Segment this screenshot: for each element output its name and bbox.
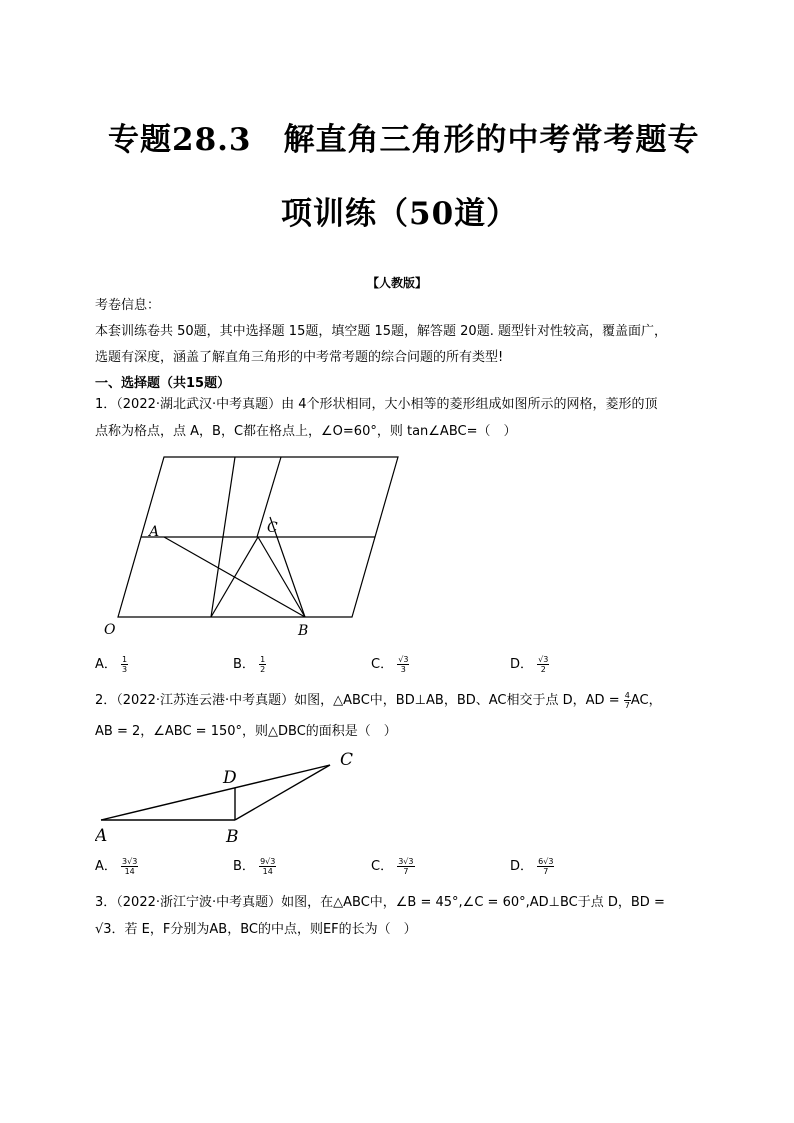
q2-text-line1 bbox=[95, 689, 662, 710]
q2-option-a-denominator: 14 bbox=[124, 867, 135, 876]
q1-option-d-letter: D． bbox=[510, 657, 534, 672]
page-title-line2: 项训练（50道） bbox=[281, 196, 519, 232]
q2-option-a-fraction bbox=[121, 857, 138, 876]
q1-option-b-fraction bbox=[259, 655, 266, 674]
q2-option-a[interactable] bbox=[95, 855, 138, 876]
q1-option-a-letter: A． bbox=[95, 657, 117, 672]
q3-text-line2: √3．若 E，F分别为AB，BC的中点，则EF的长为（ ） bbox=[95, 922, 417, 937]
q1-option-d-denominator: 2 bbox=[540, 665, 546, 674]
q2-option-b-fraction bbox=[259, 857, 276, 876]
q2-text-line2: AB = 2，∠ABC = 150°，则△DBC的面积是（ ） bbox=[95, 724, 397, 739]
q2-text-line1-end: AC， bbox=[630, 693, 662, 708]
q2-point-d-label: D bbox=[223, 768, 237, 788]
q1-option-b-letter: B． bbox=[233, 657, 255, 672]
edition-label: 【人教版】 bbox=[367, 276, 428, 290]
exam-info-line1: 本套训练卷共 50题，其中选择题 15题，填空题 15题，解答题 20题. 题型针对性较高，覆盖面广， bbox=[95, 324, 667, 339]
q1-option-d[interactable] bbox=[510, 653, 549, 674]
q2-ad-fraction bbox=[624, 691, 631, 710]
q2-point-b-label: B bbox=[226, 827, 239, 847]
q2-option-c-letter: C． bbox=[371, 859, 394, 874]
q2-option-d[interactable] bbox=[510, 855, 554, 876]
q2-option-c-numerator: 3√3 bbox=[398, 857, 414, 866]
section-heading: 一、选择题（共15题） bbox=[95, 376, 231, 391]
q2-option-b-letter: B． bbox=[233, 859, 255, 874]
q2-option-b-numerator: 9√3 bbox=[260, 857, 276, 866]
q1-option-c[interactable] bbox=[371, 653, 409, 674]
q1-option-a-denominator: 3 bbox=[122, 665, 128, 674]
q1-rhombus-grid-figure bbox=[100, 448, 410, 643]
q1-point-c-label: C bbox=[267, 520, 278, 536]
q1-option-a-numerator: 1 bbox=[122, 655, 128, 664]
q2-option-a-letter: A． bbox=[95, 859, 117, 874]
page-title-line1: 专题28.3 解直角三角形的中考常考题专 bbox=[108, 122, 700, 158]
q2-ad-fraction-denominator: 7 bbox=[624, 701, 630, 710]
q1-option-a[interactable] bbox=[95, 653, 128, 674]
q1-option-d-numerator: √3 bbox=[538, 655, 549, 664]
q1-text-line2: 点称为格点，点 A，B，C都在格点上，∠O=60°，则 tan∠ABC=（ ） bbox=[95, 424, 517, 439]
q2-option-b-denominator: 14 bbox=[262, 867, 273, 876]
q2-option-a-numerator: 3√3 bbox=[122, 857, 138, 866]
q1-option-c-numerator: √3 bbox=[398, 655, 409, 664]
q1-point-o-label: O bbox=[104, 622, 116, 638]
q3-text-line1: 3．（2022·浙江宁波·中考真题）如图，在△ABC中，∠B = 45°,∠C = 60°,AD⊥BC于点 D，BD = bbox=[95, 895, 665, 910]
q1-option-d-fraction bbox=[537, 655, 549, 674]
q2-triangle-figure bbox=[95, 745, 370, 850]
q2-option-d-fraction bbox=[537, 857, 554, 876]
q2-ad-fraction-numerator: 4 bbox=[624, 691, 630, 700]
q2-option-b[interactable] bbox=[233, 855, 276, 876]
q1-option-c-denominator: 3 bbox=[400, 665, 406, 674]
q2-point-a-label: A bbox=[95, 826, 108, 846]
q2-option-d-numerator: 6√3 bbox=[538, 857, 554, 866]
q2-point-c-label: C bbox=[340, 750, 354, 770]
q1-point-b-label: B bbox=[298, 623, 309, 639]
q1-option-c-fraction bbox=[397, 655, 409, 674]
q1-option-a-fraction bbox=[121, 655, 128, 674]
q2-option-c-denominator: 7 bbox=[403, 867, 409, 876]
q2-option-c-fraction bbox=[397, 857, 414, 876]
q2-option-d-denominator: 7 bbox=[543, 867, 549, 876]
q1-text-line1: 1．（2022·湖北武汉·中考真题）由 4个形状相同，大小相等的菱形组成如图所示的网格，菱形的顶 bbox=[95, 397, 658, 412]
q2-text-line1-start: 2．（2022·江苏连云港·中考真题）如图，△ABC中，BD⊥AB，BD、AC相交于点 D，AD = bbox=[95, 693, 620, 708]
exam-info-line2: 选题有深度，涵盖了解直角三角形的中考常考题的综合问题的所有类型! bbox=[95, 350, 504, 365]
q1-option-b-numerator: 1 bbox=[260, 655, 266, 664]
q2-option-c[interactable] bbox=[371, 855, 415, 876]
q1-option-b[interactable] bbox=[233, 653, 266, 674]
q1-option-b-denominator: 2 bbox=[260, 665, 266, 674]
q2-option-d-letter: D． bbox=[510, 859, 534, 874]
exam-info-label: 考卷信息： bbox=[95, 298, 161, 313]
q1-point-a-label: A bbox=[149, 524, 160, 540]
q1-option-c-letter: C． bbox=[371, 657, 394, 672]
